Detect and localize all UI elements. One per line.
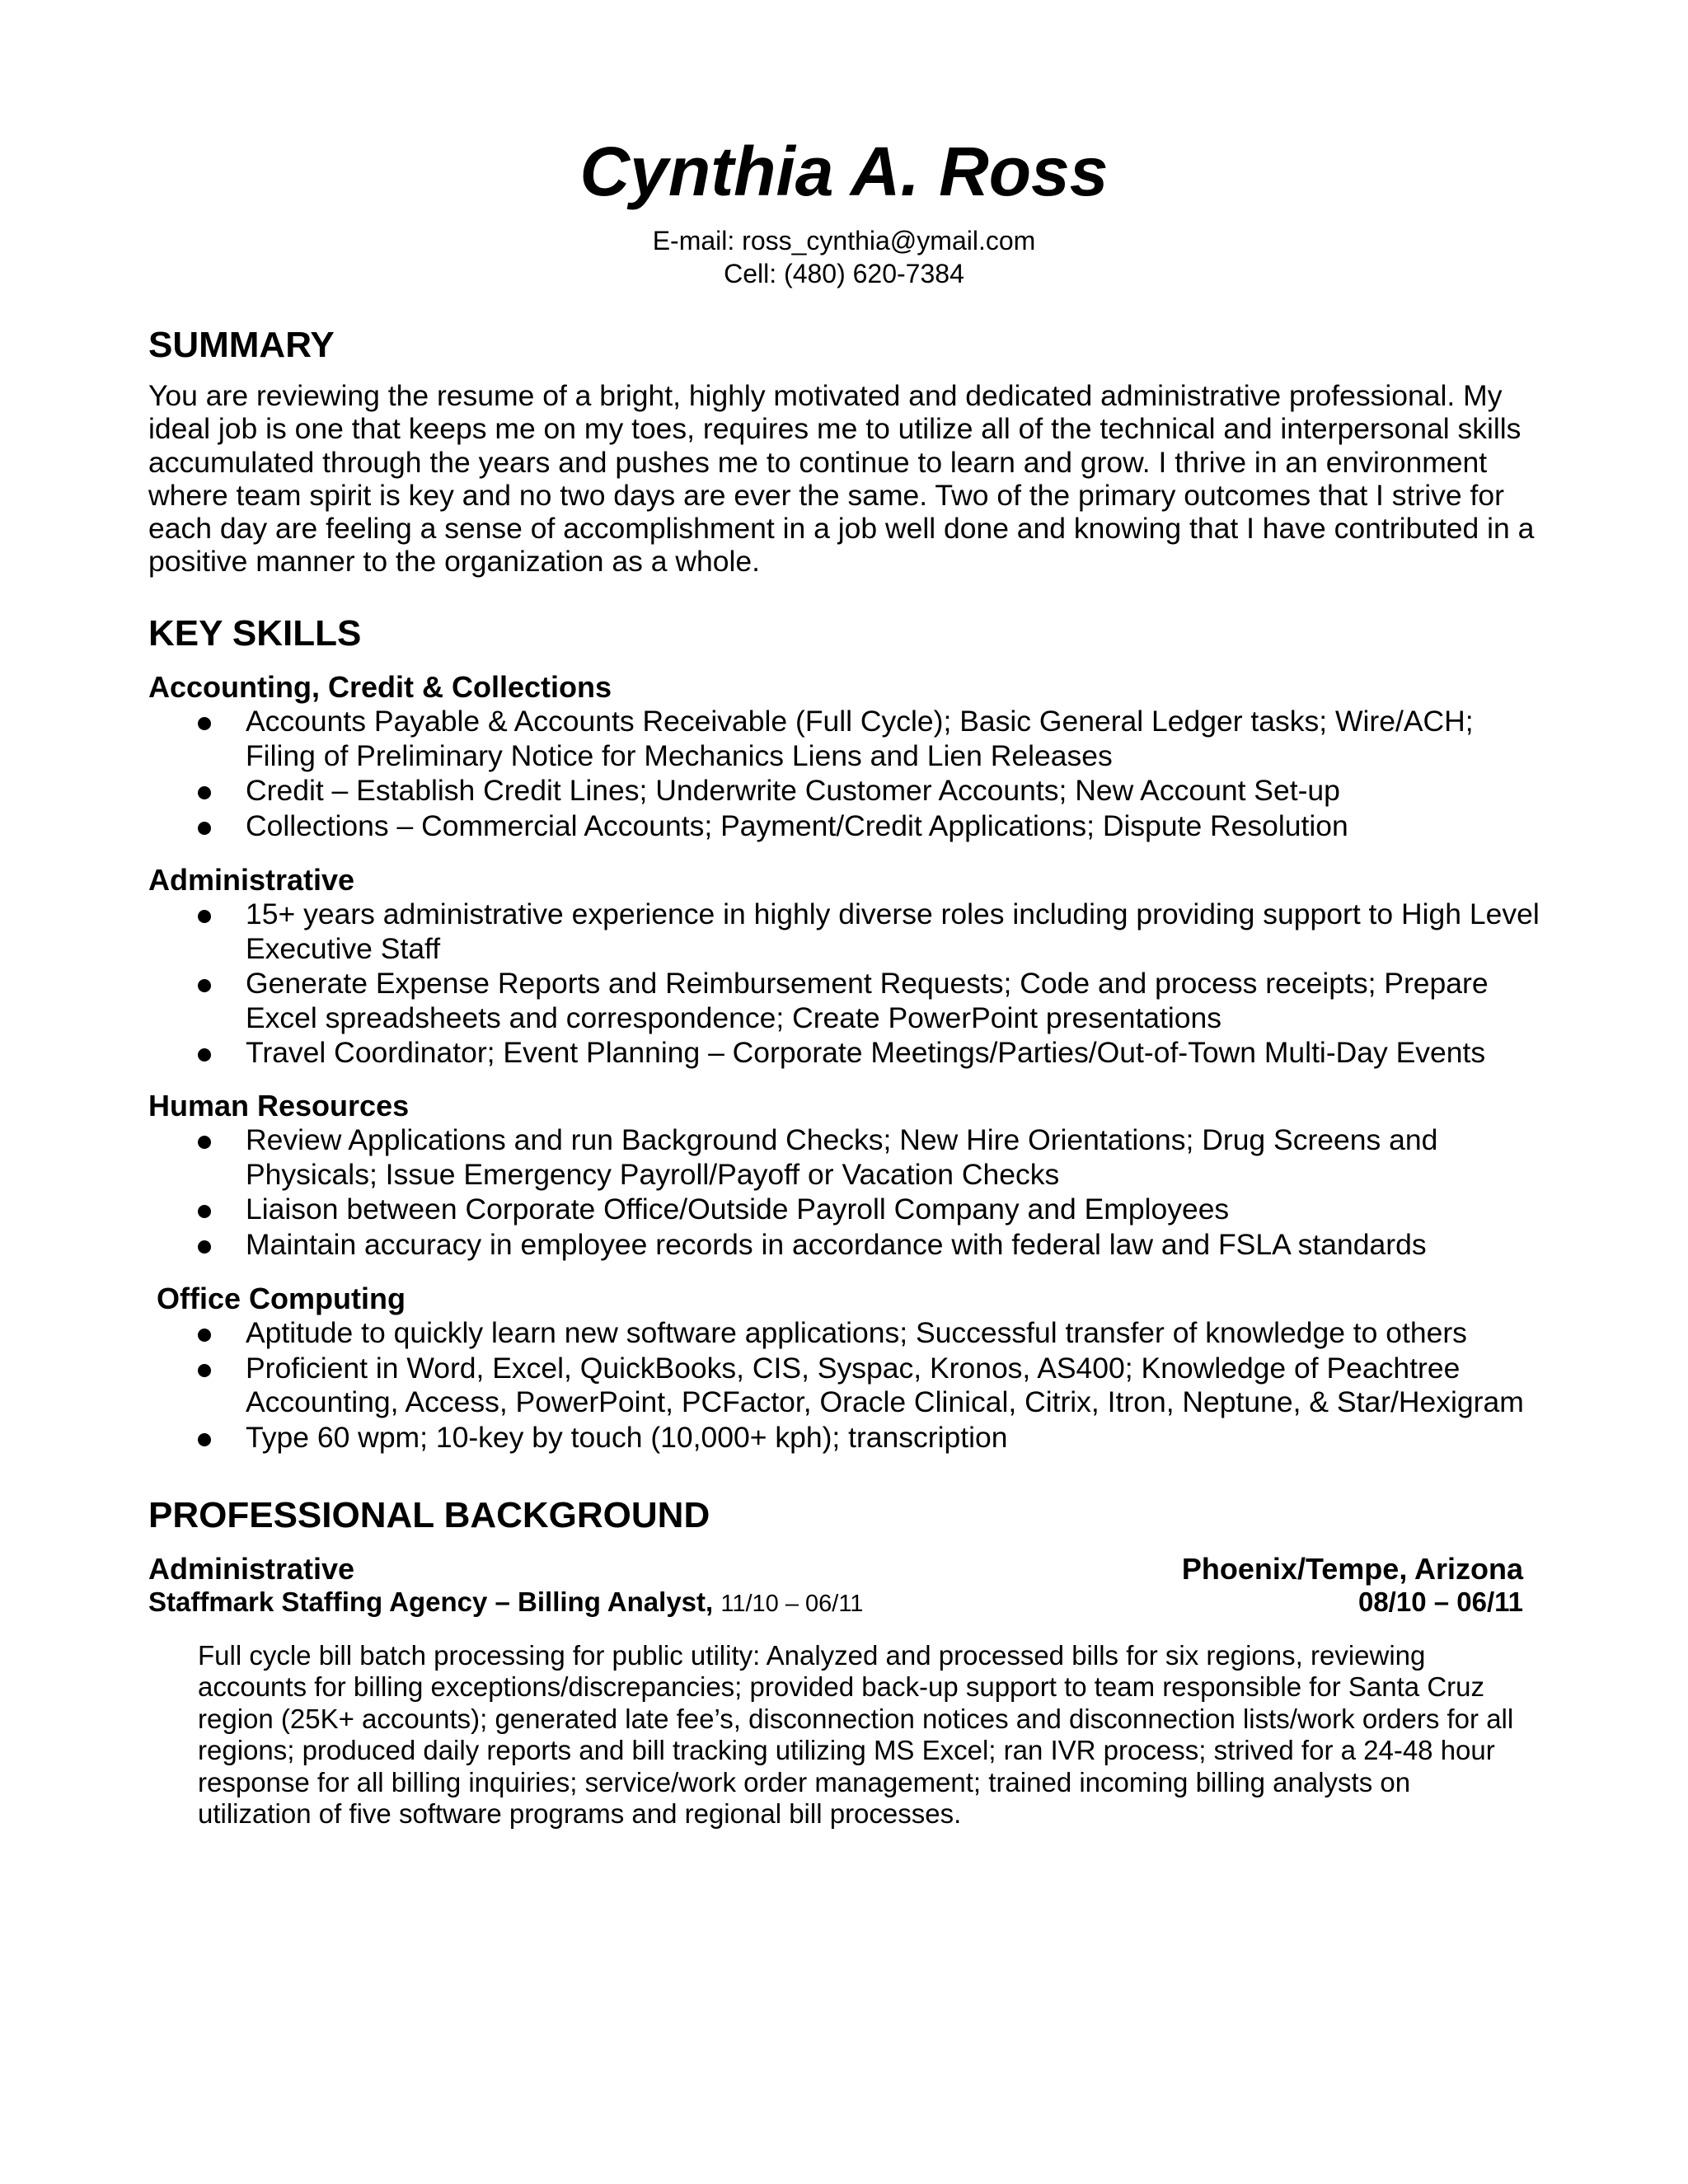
skill-item-line: Excel spreadsheets and correspondence; Create PowerPoint presentations: [246, 1001, 1222, 1034]
role-dates: 11/10 – 06/11: [720, 1591, 864, 1617]
employer-role: Staffmark Staffing Agency – Billing Analyst,: [148, 1586, 714, 1617]
job-location: Phoenix/Tempe, Arizona: [1181, 1552, 1523, 1586]
overall-dates: 08/10 – 06/11: [1357, 1586, 1523, 1617]
skill-item: [0, 1421, 1688, 1455]
skill-item-line: 15+ years administrative experience in highly diverse roles including providing support to High Level: [246, 898, 1540, 930]
bullet-icon: [198, 822, 211, 835]
bullet-icon: [198, 1048, 211, 1062]
job-category: Administrative: [148, 1552, 355, 1586]
skill-list-human-resources: [0, 1123, 1688, 1262]
skill-item-line: Physicals; Issue Emergency Payroll/Payoff or Vacation Checks: [246, 1157, 1060, 1191]
job-description-line: utilization of five software programs and regional bill processes.: [198, 1798, 962, 1830]
skill-list-office-computing: [0, 1316, 1688, 1455]
summary-paragraph: [148, 379, 1550, 579]
professional-background-title: PROFESSIONAL BACKGROUND: [148, 1495, 710, 1535]
skill-item: [0, 1123, 1688, 1192]
skill-list-accounting: [0, 705, 1688, 843]
skill-item-line: Accounts Payable & Accounts Receivable (Full Cycle); Basic General Ledger tasks; Wire/ACH;: [246, 705, 1474, 738]
job-description-line: regions; produced daily reports and bill tracking utilizing MS Excel; ran IVR process; strived for a 24-48 hour: [198, 1735, 1495, 1766]
bullet-icon: [198, 786, 211, 799]
skill-item-line: Filing of Preliminary Notice for Mechanics Liens and Lien Releases: [246, 738, 1113, 772]
summary-line: ideal job is one that keeps me on my toes, requires me to utilize all of the technical and interpersonal skills: [148, 412, 1522, 446]
skill-item-line: Travel Coordinator; Event Planning – Corporate Meetings/Parties/Out-of-Town Multi-Day Events: [246, 1036, 1486, 1069]
bullet-icon: [198, 1240, 211, 1254]
skill-item-line: Aptitude to quickly learn new software applications; Successful transfer of knowledge to others: [246, 1316, 1467, 1349]
skill-item: [0, 809, 1688, 844]
summary-line: each day are feeling a sense of accomplishment in a job well done and knowing that I have contributed in a: [148, 512, 1535, 546]
skill-group-heading: Office Computing: [157, 1282, 406, 1315]
skill-item-line: Generate Expense Reports and Reimbursement Requests; Code and process receipts; Prepare: [246, 967, 1489, 1000]
bullet-icon: [198, 1329, 211, 1342]
skill-item-line: Liaison between Corporate Office/Outside Payroll Company and Employees: [246, 1193, 1230, 1226]
skill-item-line: Accounting, Access, PowerPoint, PCFactor, Oracle Clinical, Citrix, Itron, Neptune, & Star/Hexigram: [246, 1385, 1524, 1418]
bullet-icon: [198, 717, 211, 730]
job-description-line: region (25K+ accounts); generated late fee’s, disconnection notices and disconnection lists/work orders for all: [198, 1703, 1514, 1734]
skill-item-line: Collections – Commercial Accounts; Payment/Credit Applications; Dispute Resolution: [246, 808, 1348, 842]
skill-item: [0, 1228, 1688, 1263]
email-line: E-mail: ross_cynthia@ymail.com: [652, 226, 1036, 255]
skill-group-heading: Accounting, Credit & Collections: [148, 670, 612, 704]
summary-line: where team spirit is key and no two days are ever the same. Two of the primary outcomes that I strive for: [148, 478, 1504, 512]
job-title: [148, 1584, 863, 1622]
summary-line: You are reviewing the resume of a bright, highly motivated and dedicated administrative professional. My: [148, 379, 1503, 412]
job-description-line: Full cycle bill batch processing for public utility: Analyzed and processed bills for six regions, reviewing: [198, 1640, 1426, 1671]
job-description: [198, 1640, 1533, 1830]
skill-item-line: Executive Staff: [246, 931, 441, 965]
skill-item: [0, 774, 1688, 808]
skill-list-administrative: [0, 898, 1688, 1071]
skill-group-heading: Human Resources: [148, 1089, 410, 1122]
bullet-icon: [198, 1433, 211, 1446]
skill-item: [0, 705, 1688, 773]
summary-title: SUMMARY: [148, 325, 335, 365]
skill-item: [0, 967, 1688, 1035]
skill-item-line: Proficient in Word, Excel, QuickBooks, CIS, Syspac, Kronos, AS400; Knowledge of Peachtree: [246, 1351, 1461, 1385]
cell-line: Cell: (480) 620-7384: [724, 259, 964, 288]
job-description-line: response for all billing inquiries; service/work order management; trained incoming billing analysts on: [198, 1766, 1411, 1797]
skill-group-heading: Administrative: [148, 863, 355, 897]
skill-item-line: Credit – Establish Credit Lines; Underwrite Customer Accounts; New Account Set-up: [246, 774, 1340, 807]
skill-item: [0, 1352, 1688, 1420]
bullet-icon: [198, 1205, 211, 1218]
key-skills-title: KEY SKILLS: [148, 613, 362, 654]
skill-item-line: Type 60 wpm; 10-key by touch (10,000+ kph); transcription: [246, 1420, 1008, 1454]
job-description-line: accounts for billing exceptions/discrepancies; provided back-up support to team responsible for Santa Cruz: [198, 1671, 1485, 1703]
summary-line: positive manner to the organization as a whole.: [148, 545, 760, 579]
skill-item: [0, 898, 1688, 966]
skill-item-line: Maintain accuracy in employee records in accordance with federal law and FSLA standards: [246, 1227, 1427, 1261]
summary-line: accumulated through the years and pushes me to continue to learn and grow. I thrive in an environment: [148, 445, 1488, 479]
bullet-icon: [198, 979, 211, 992]
candidate-name: Cynthia A. Ross: [579, 133, 1109, 210]
bullet-icon: [198, 910, 211, 923]
skill-item-line: Review Applications and run Background Checks; New Hire Orientations; Drug Screens and: [246, 1123, 1438, 1156]
bullet-icon: [198, 1136, 211, 1149]
skill-item: [0, 1316, 1688, 1351]
skill-item: [0, 1193, 1688, 1227]
skill-item: [0, 1036, 1688, 1071]
bullet-icon: [198, 1364, 211, 1377]
